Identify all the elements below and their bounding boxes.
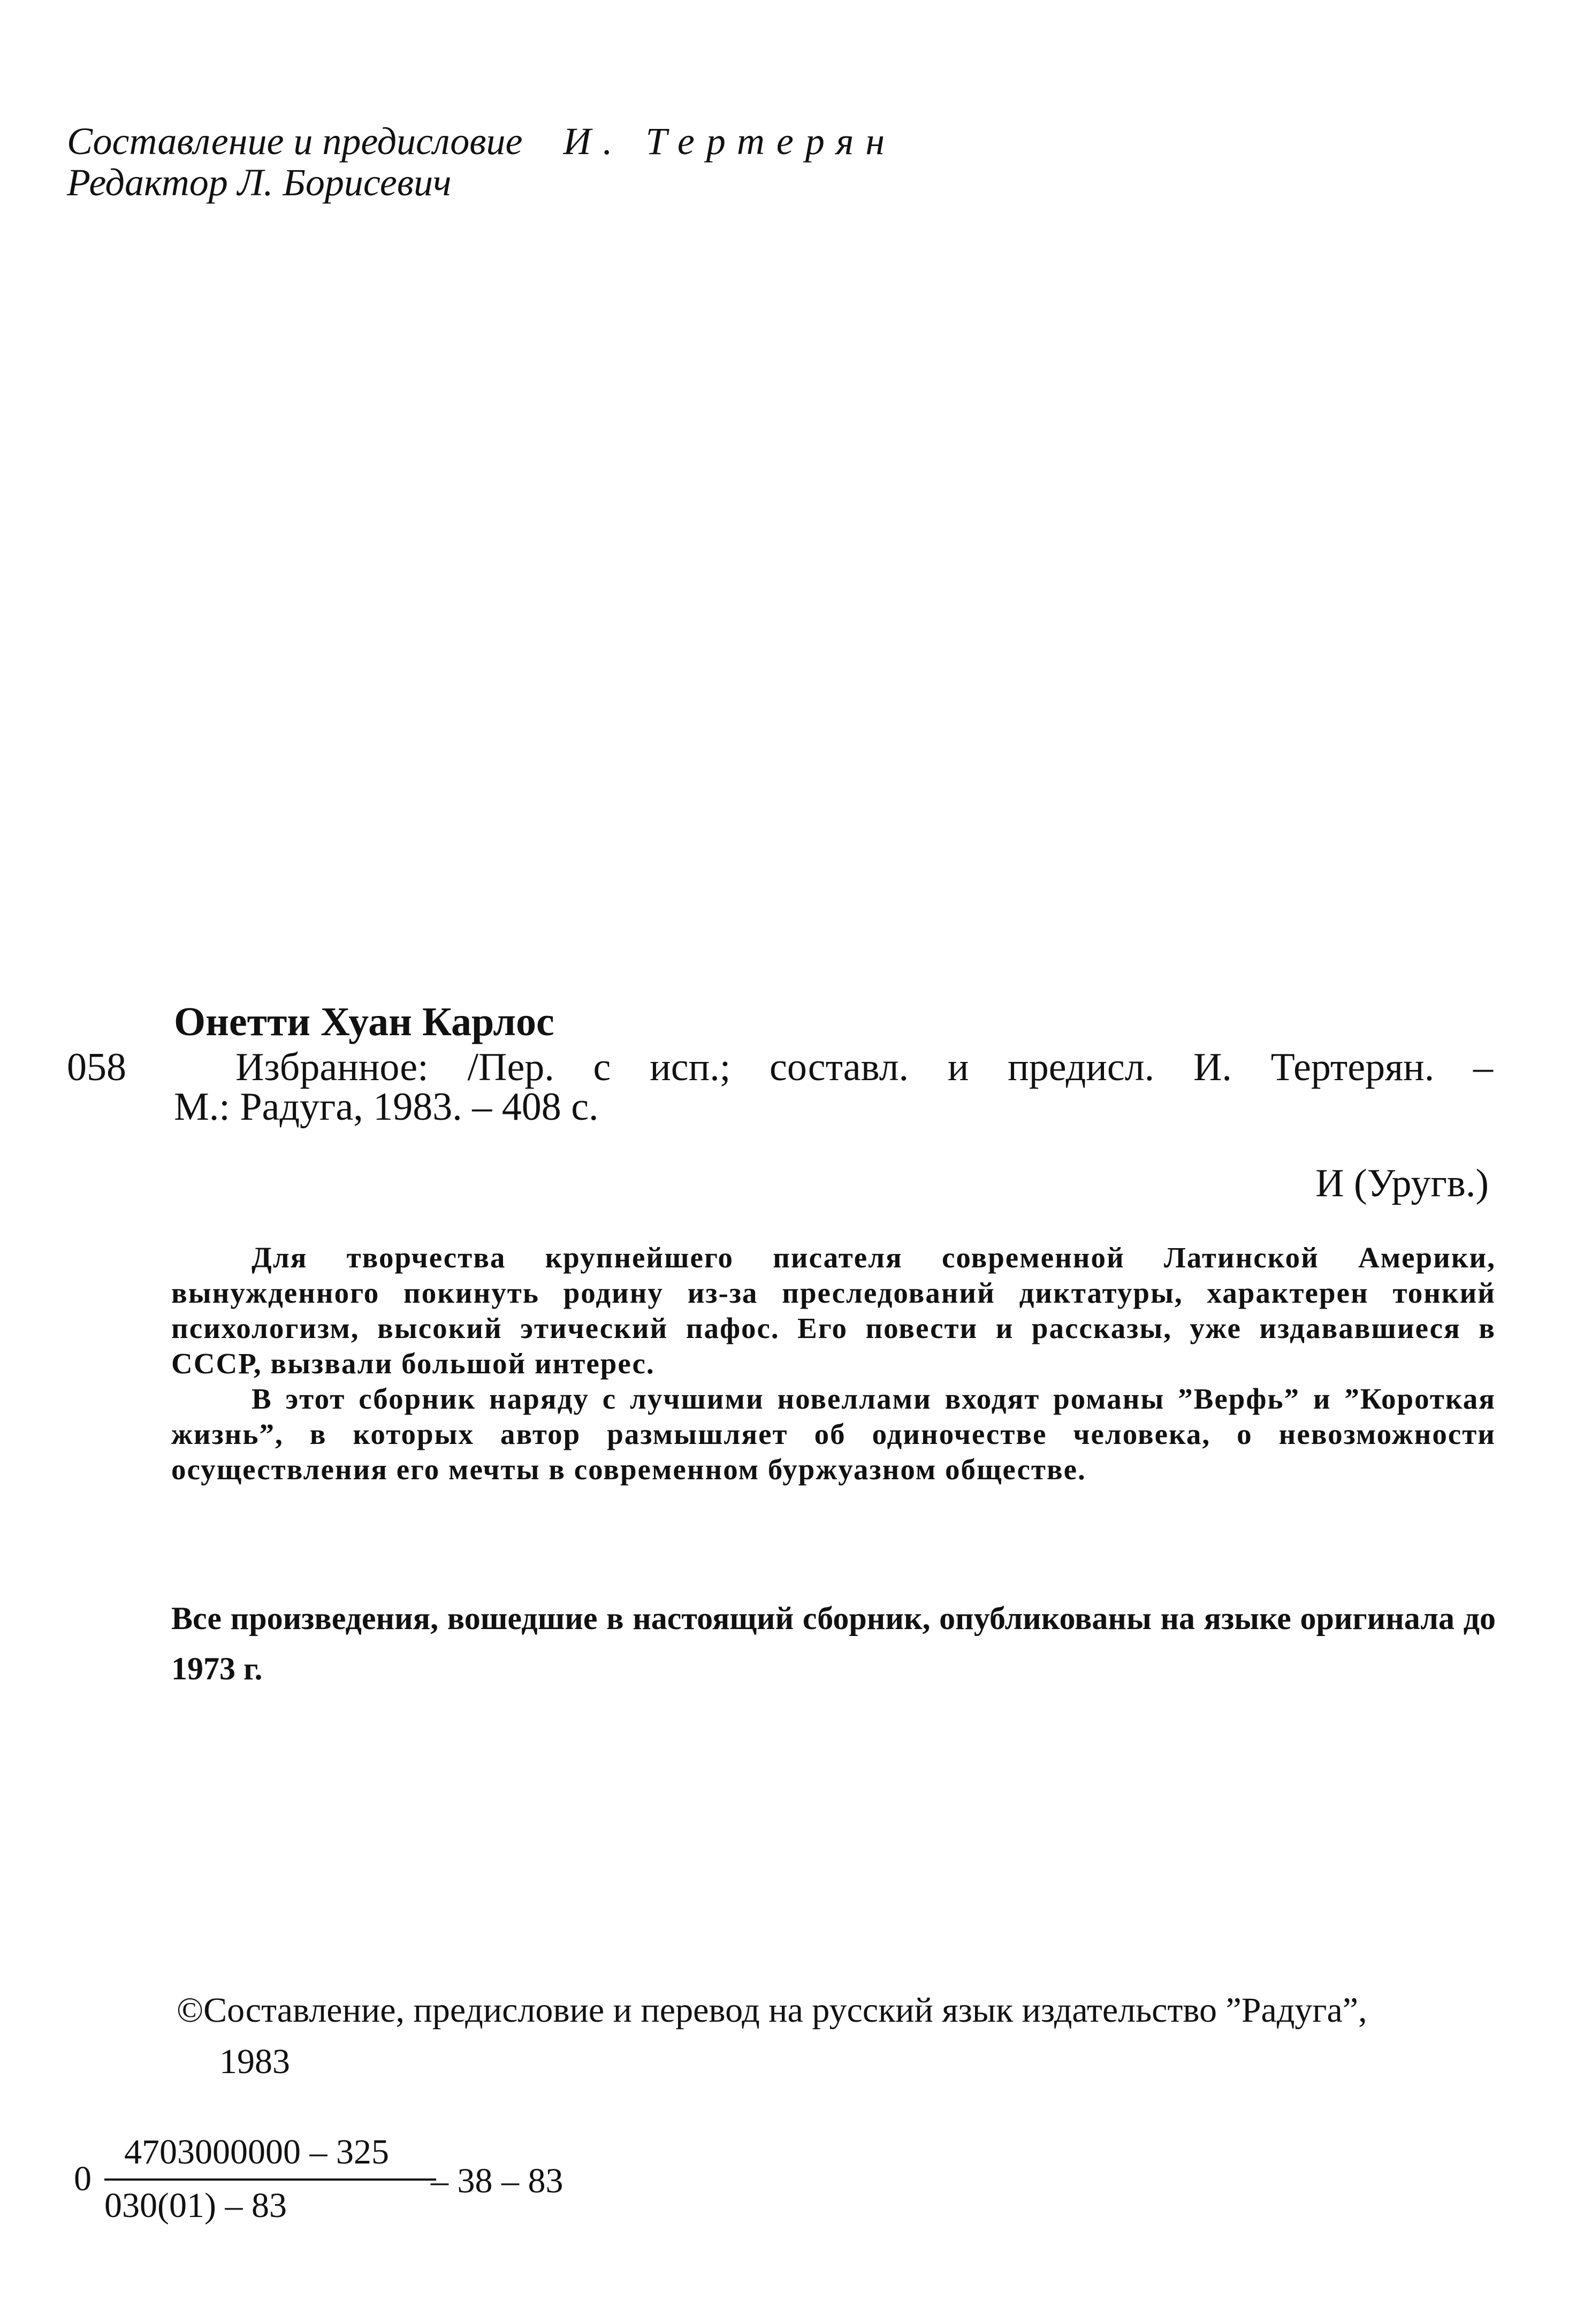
copyright xyxy=(177,1985,1504,2088)
catalog-author: Онетти Хуан Карлос xyxy=(174,999,554,1044)
catalog-classification: И (Уругв.) xyxy=(1315,1161,1489,1205)
compiler-name: И. Тертерян xyxy=(563,120,897,163)
code-denominator: 030(01) – 83 xyxy=(104,2186,287,2225)
copyright-text: ©Составление, предисловие и перевод на русский язык издательство ”Радуга”, xyxy=(177,1991,1367,2030)
catalog-entry-line2: М.: Радуга, 1983. – 408 с. xyxy=(174,1085,599,1129)
code-fraction-bar xyxy=(104,2178,436,2181)
catalog-entry-line1: Избранное: /Пер. с исп.; составл. и предисл. И. Тертерян. – xyxy=(235,1045,1493,1089)
abstract-paragraph-2: В этот сборник наряду с лучшими новеллами входят романы ”Верфь” и ”Короткая жизнь”, в которых автор размышляет об одиночестве человека, о невозможности осуществления его мечты в современном буржуазном обществе. xyxy=(171,1382,1496,1486)
catalog-index: 058 xyxy=(67,1045,126,1089)
copyright-year: 1983 xyxy=(219,2042,290,2081)
code-suffix: – 38 – 83 xyxy=(431,2161,563,2200)
code-prefix: 0 xyxy=(74,2159,92,2198)
credits-compiler xyxy=(67,120,897,163)
abstract xyxy=(171,1240,1496,1487)
original-publication-note: Все произведения, вошедшие в настоящий сборник, опубликованы на языке оригинала до 1973 г. xyxy=(171,1601,1496,1686)
compiler-label: Составление и предисловие xyxy=(67,120,523,163)
credits-editor: Редактор Л. Борисевич xyxy=(67,161,452,204)
abstract-paragraph-1: Для творчества крупнейшего писателя современной Латинской Америки, вынужденного покинуть родину из-за преследований диктатуры, характерен тонкий психологизм, высокий этический пафос. Его повести и рассказы, уже издававшиеся в СССР, вызвали большой интерес. xyxy=(171,1241,1496,1380)
code-numerator: 4703000000 – 325 xyxy=(124,2132,389,2172)
